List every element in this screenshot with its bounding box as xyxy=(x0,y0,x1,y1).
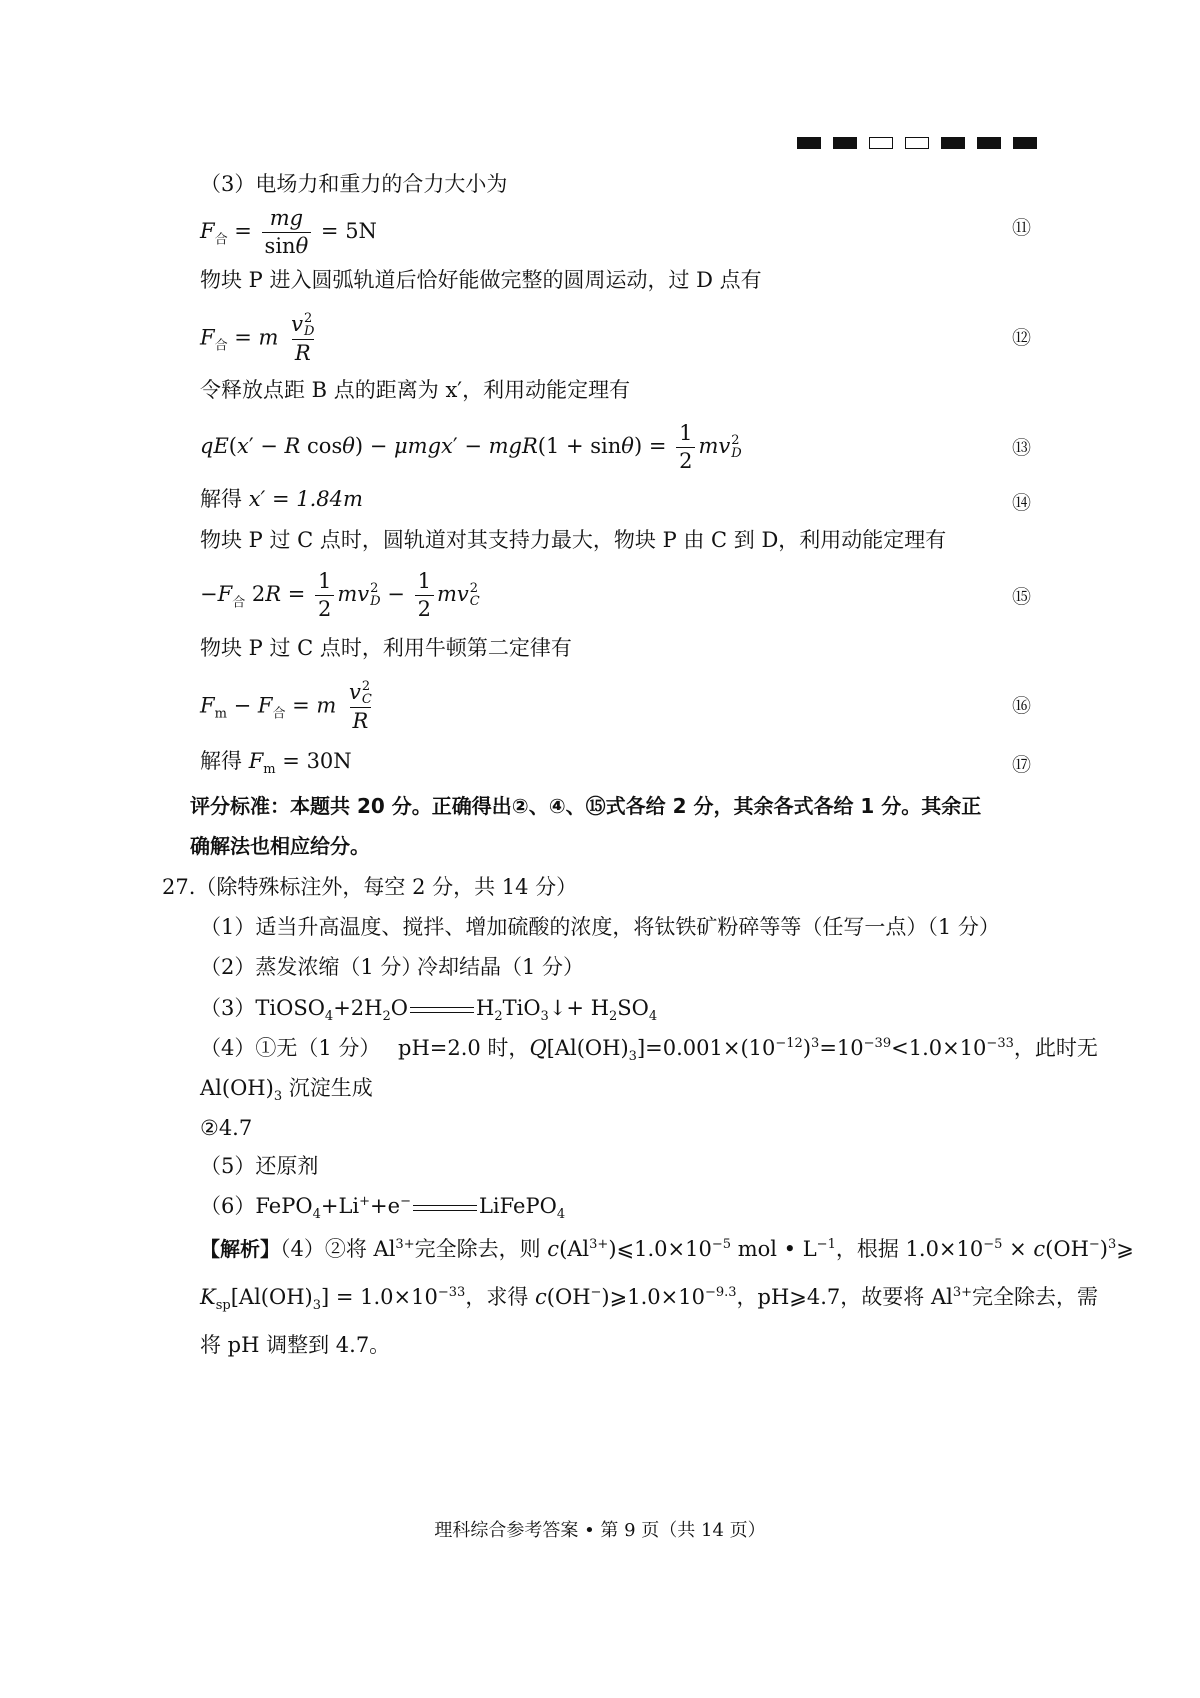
answer-3-label: （3） xyxy=(200,996,256,1020)
answer-3: $(3)TiOSO_4+2H_2O$ $H_2TiO_3↓+ H_2SO_4$ xyxy=(200,996,658,1025)
answer-2-left: （2）蒸发浓缩（1 分） xyxy=(200,955,423,979)
eq14-prefix: 解得 xyxy=(200,487,242,511)
answer-1: （1）适当升高温度、搅拌、增加硫酸的浓度，将钛铁矿粉碎等等（任写一点）（1 分） xyxy=(200,915,1000,939)
analysis-line-3: 将 pH 调整到 4.7。 xyxy=(200,1333,391,1357)
eq15-number: ⑮ xyxy=(1012,586,1032,608)
equation-13: qE(x′ − R cosθ) − μmgx′ − mgR(1 + sinθ) = $\frac{1}{2}$ mv 2 D xyxy=(200,421,742,474)
text-p-enter: 物块 P 进入圆弧轨道后恰好能做完整的圆周运动，过 D 点有 xyxy=(200,268,762,292)
p3-intro: （3）电场力和重力的合力大小为 xyxy=(200,172,508,196)
eq17-number: ⑰ xyxy=(1012,754,1032,776)
header-marks xyxy=(797,137,1049,151)
eq17-prefix: 解得 xyxy=(200,749,242,773)
header-mark-6 xyxy=(977,137,1001,149)
eq16-number: ⑯ xyxy=(1012,695,1032,717)
analysis-line-1: 【解析】（4）②将 $Al^{3+}$完全除去，则 $c(Al^{3+})⩽1.0\times 10^{-5}$ mol • $L^{-1}$，根据 $1.0\times 10^{-5}$ × $c(OH^-)^3⩾$ xyxy=(200,1237,1134,1261)
answer-4-part-2: ②4.7 xyxy=(200,1116,253,1140)
header-mark-7 xyxy=(1013,137,1037,149)
page-footer: 理科综合参考答案 • 第 9 页（共 14 页） xyxy=(434,1520,766,1541)
equation-16: $F_m - F_合 = m$ v 2 C R xyxy=(200,679,372,733)
answer-2-right: 冷却结晶（1 分） xyxy=(417,955,585,979)
equation-14 xyxy=(200,487,363,512)
eq12-number: ⑫ xyxy=(1012,327,1032,349)
equation-15: $-F_合$ 2R = $\frac{1}{2}$ mv 2 D − $\frac{1}{2}$ mv 2 C xyxy=(200,569,480,622)
analysis-label: 【解析】 xyxy=(200,1237,280,1261)
answer-6: （6）FePO$_4$+Li++e− LiFePO$_4$ xyxy=(200,1194,566,1223)
answer-4-rest: ，此时无 xyxy=(1013,1036,1098,1060)
eq14-value: x′ = 1.84m xyxy=(248,487,363,511)
header-mark-3 xyxy=(869,137,893,149)
eq13-number: ⑬ xyxy=(1012,437,1032,459)
equation-11: $F_合$ = $\frac{mg}{\sin\theta}$ = 5N xyxy=(200,206,377,259)
header-mark-5 xyxy=(941,137,965,149)
eq11-result: 5N xyxy=(345,219,377,244)
q27-header: 27.（除特殊标注外，每空 2 分，共 14 分） xyxy=(162,875,578,899)
header-mark-1 xyxy=(797,137,821,149)
text-c-point: 物块 P 过 C 点时，圆轨道对其支持力最大，物块 P 由 C 到 D，利用动能定理有 xyxy=(200,528,947,552)
answer-4-detail: pH=2.0 时，$Q[Al(OH)_3]=0.001\times(10^{-12})^3=10^{-39}<1.0\times 10^{-33}$，此时无 xyxy=(398,1036,1098,1065)
equation-17: 解得 $F_m = 30N$ xyxy=(200,749,352,778)
eq17-value: 30N xyxy=(306,749,352,773)
header-mark-2 xyxy=(833,137,857,149)
answer-5: （5）还原剂 xyxy=(200,1154,319,1178)
text-newton: 物块 P 过 C 点时，利用牛顿第二定律有 xyxy=(200,636,572,660)
answer-4-line-2: $Al(OH)_3$ 沉淀生成 xyxy=(200,1076,373,1105)
eq11-number: ⑪ xyxy=(1012,217,1032,239)
answer-4-label: （4）①无（1 分） xyxy=(200,1036,381,1060)
answer-6-label: （6） xyxy=(200,1194,256,1218)
scoring-line-1: 评分标准：本题共 20 分。正确得出②、④、⑮式各给 2 分，其余各式各给 1 分。其余正 xyxy=(190,794,982,818)
eq14-number: ⑭ xyxy=(1012,492,1032,514)
text-release: 令释放点距 B 点的距离为 x′，利用动能定理有 xyxy=(200,378,631,402)
answer-4-line-2-text: 沉淀生成 xyxy=(288,1076,373,1100)
analysis-line-2: $K_{sp}[Al(OH)_3] = 1.0\times 10^{-33}$，求得 $c(OH^-)⩾1.0\times 10^{-9.3}$，pH⩾4.7，故要将 $Al^{3+}$完全除去，需 xyxy=(200,1285,1099,1314)
header-mark-4 xyxy=(905,137,929,149)
equation-12: $F_合 = m$ v 2 D R xyxy=(200,311,315,365)
scoring-line-2: 确解法也相应给分。 xyxy=(190,834,370,858)
